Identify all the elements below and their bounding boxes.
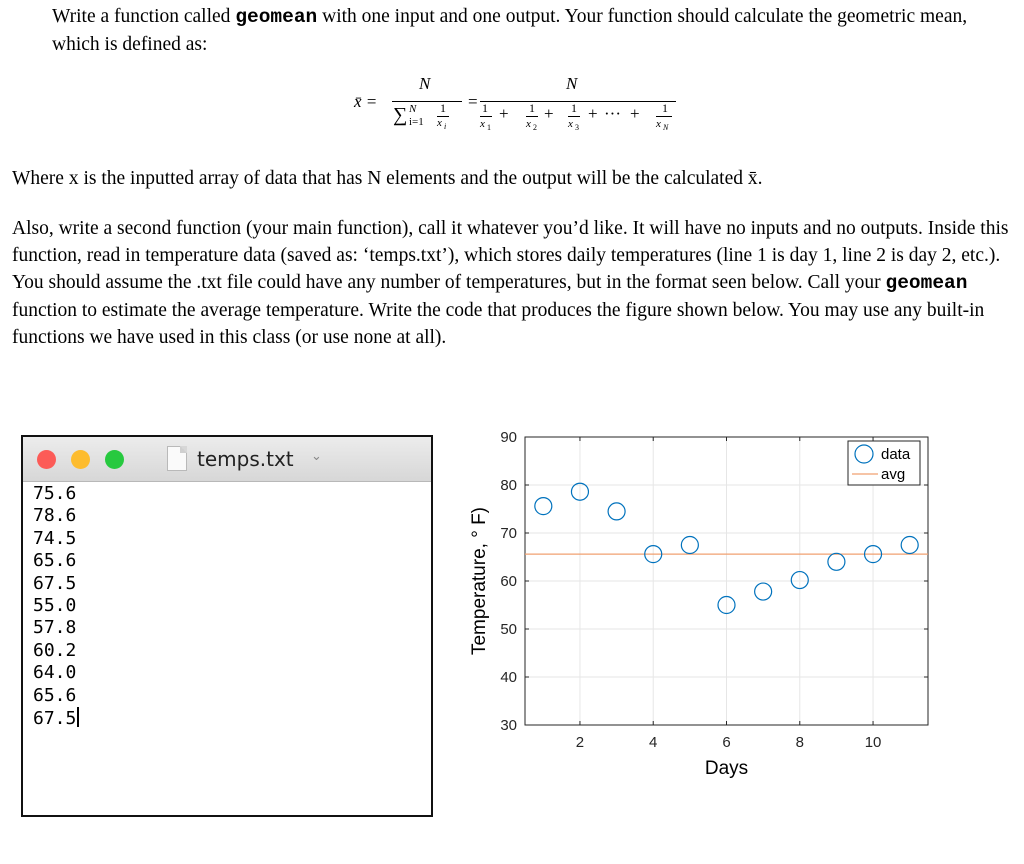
y-tick-label: 60 — [500, 573, 517, 590]
plus-3: + — [588, 104, 598, 123]
y-tick-label: 40 — [500, 669, 517, 686]
file-line: 65.6 — [33, 684, 77, 706]
fraction-bar-1 — [392, 101, 462, 102]
minimize-button[interactable] — [71, 450, 90, 469]
y-tick-label: 70 — [500, 525, 517, 542]
window-title[interactable]: temps.txt — [197, 447, 294, 471]
y-tick-label: 90 — [500, 429, 517, 446]
window-titlebar — [23, 437, 431, 482]
main-function-paragraph — [12, 215, 1017, 351]
function-name-code-2: geomean — [885, 272, 968, 294]
x-tick-label: 10 — [864, 734, 882, 751]
formula-lhs: x̄ = — [354, 92, 378, 111]
data-point — [681, 537, 698, 554]
term2-sub: 2 — [533, 123, 537, 132]
file-line: 75.6 — [33, 483, 77, 504]
y-tick-label: 30 — [500, 717, 517, 734]
sum-upper: N — [409, 103, 417, 115]
sum-x: x — [437, 117, 442, 129]
termN-bar — [656, 116, 672, 117]
file-line: 67.5 — [33, 572, 77, 594]
term2-x: x — [526, 118, 531, 130]
termN-x: x — [656, 118, 661, 130]
data-point — [535, 498, 552, 515]
intro-paragraph — [52, 3, 1012, 58]
main-text-rest: function to estimate the average temperature. Write the code that produces the figure shown below. You may use any built-in functions we have used in this class (or use none at all). — [12, 300, 985, 348]
intro-text: Write a function called — [52, 6, 236, 27]
term2-bar — [526, 116, 538, 117]
x-axis-label: Days — [704, 758, 749, 779]
x-tick-label: 2 — [575, 734, 585, 751]
x-tick-label: 8 — [795, 734, 804, 751]
file-content[interactable] — [33, 483, 79, 730]
file-line: 65.6 — [33, 550, 77, 572]
document-icon — [167, 446, 187, 471]
formula-numerator: N — [419, 74, 431, 93]
term3-bar — [568, 116, 580, 117]
term3-num: 1 — [571, 101, 577, 115]
formula-numerator-2: N — [566, 74, 578, 93]
file-line: 78.6 — [33, 505, 77, 527]
y-tick-label: 50 — [500, 621, 517, 638]
sum-lower: i=1 — [409, 116, 424, 128]
file-line: 64.0 — [33, 662, 77, 684]
ellipsis: ··· — [604, 104, 621, 123]
main-text: Also, write a second function (your main function), call it whatever you’d like. It will have no inputs and no outputs. Inside this function, read in temperature data (saved as: ‘temps.txt’), which stores daily temperatures (line 1 is day 1, line 2 is day 2, etc.). You should assume the .txt file could have any number of temperatures, but in the format seen below. Call your — [12, 218, 1009, 293]
file-line: 74.5 — [33, 527, 77, 549]
termN-sub: N — [663, 123, 669, 132]
sum-symbol: ∑ — [393, 104, 408, 126]
close-button[interactable] — [37, 450, 56, 469]
term3-sub: 3 — [575, 123, 579, 132]
termN-num: 1 — [662, 101, 668, 115]
data-point — [901, 537, 918, 554]
chart-legend — [848, 441, 920, 485]
formula-equals: = — [468, 92, 478, 111]
maximize-button[interactable] — [105, 450, 124, 469]
file-line: 67.5 — [33, 708, 77, 730]
term1-x: x — [480, 118, 485, 130]
file-line: 55.0 — [33, 595, 77, 617]
term1-num: 1 — [482, 101, 488, 115]
plus-4: + — [630, 104, 640, 123]
plus-2: + — [544, 104, 554, 123]
legend-data-label: data — [881, 446, 911, 463]
sum-x-sub: i — [444, 122, 447, 131]
definition-paragraph: Where x is the inputted array of data that has N elements and the output will be the calculated x̄. — [12, 168, 763, 189]
temperature-chart — [460, 415, 980, 785]
data-point — [608, 503, 625, 520]
x-tick-label: 4 — [649, 734, 658, 751]
function-name-code: geomean — [235, 6, 318, 28]
data-point — [755, 583, 772, 600]
term3-x: x — [568, 118, 573, 130]
sum-numerator-one: 1 — [440, 101, 446, 115]
term2-num: 1 — [529, 101, 535, 115]
data-point — [828, 553, 845, 570]
y-tick-label: 80 — [500, 477, 517, 494]
file-line: 57.8 — [33, 617, 77, 639]
geometric-mean-formula — [352, 70, 682, 150]
term1-bar — [480, 116, 492, 117]
legend-avg-label: avg — [881, 466, 906, 483]
chevron-down-icon[interactable]: ⌄ — [311, 449, 322, 464]
text-editor-window — [21, 435, 433, 817]
y-axis-label: Temperature, ° F) — [469, 506, 490, 656]
x-tick-label: 6 — [722, 734, 731, 751]
plus-1: + — [499, 104, 509, 123]
text-cursor — [77, 707, 79, 727]
fraction-bar-2 — [480, 101, 676, 102]
file-line: 60.2 — [33, 639, 77, 661]
intro-text-rest: with one input and one output. Your function should calculate the geometric mean, which is defined as: — [52, 6, 968, 55]
term1-sub: 1 — [487, 123, 491, 132]
